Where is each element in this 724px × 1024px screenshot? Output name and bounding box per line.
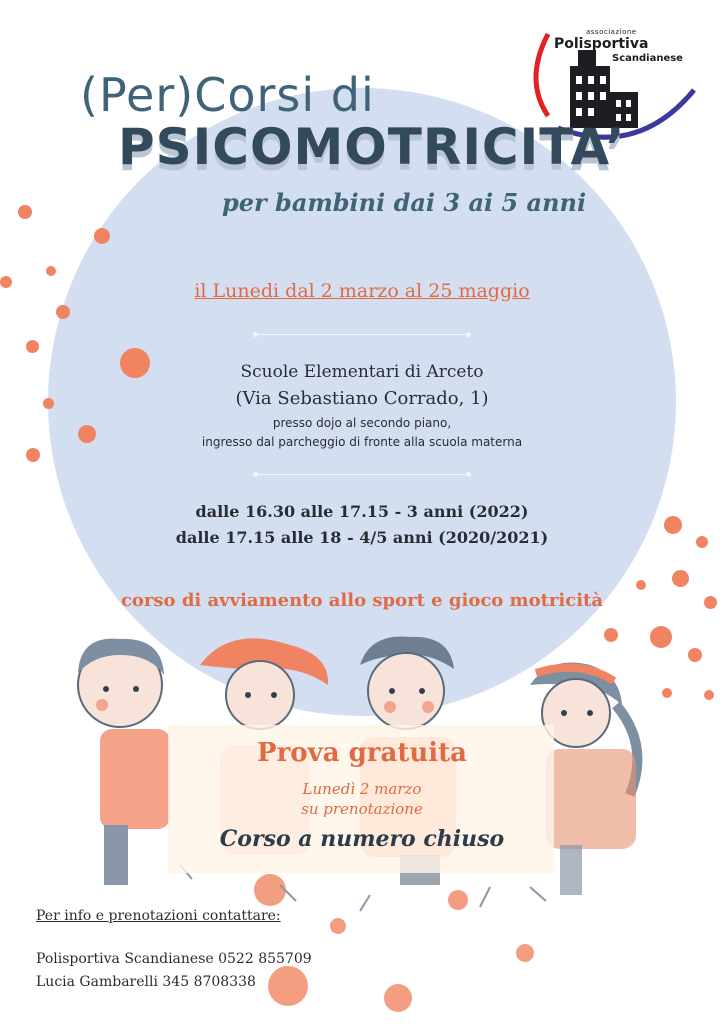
decor-dot <box>688 648 702 662</box>
location-detail-1: presso dojo al secondo piano, <box>272 416 452 430</box>
logo-name: Polisportiva <box>554 36 649 52</box>
decor-dot <box>516 944 534 962</box>
title-line-1: (Per)Corsi di <box>80 68 375 122</box>
title-line-2: PSICOMOTRICITA’ <box>118 118 626 176</box>
location-detail-2: ingresso dal parcheggio di fronte alla scuola materna <box>201 435 523 449</box>
decor-dot <box>26 448 40 462</box>
contact-polisportiva: Polisportiva Scandianese 0522 855709 <box>36 951 312 967</box>
time-slot-2: dalle 17.15 alle 18 - 4/5 anni (2020/2021) <box>175 528 549 547</box>
closed-course-note: Corso a numero chiuso <box>219 826 505 852</box>
decor-dot <box>704 690 714 700</box>
location-address: (Via Sebastiano Corrado, 1) <box>235 388 489 409</box>
time-slot-1: dalle 16.30 alle 17.15 - 3 anni (2022) <box>195 502 529 521</box>
decor-dot <box>56 305 70 319</box>
decor-dot <box>46 266 56 276</box>
decor-dot <box>94 228 110 244</box>
decor-dot <box>26 340 39 353</box>
date-range: il Lunedi dal 2 marzo al 25 maggio <box>194 280 530 302</box>
logo-small-text: associazione <box>586 28 637 36</box>
logo-subname: Scandianese <box>612 53 683 64</box>
trial-title: Prova gratuita <box>257 738 467 768</box>
course-description: corso di avviamento allo sport e gioco motricità <box>120 590 604 611</box>
trial-booking: su prenotazione <box>301 800 423 818</box>
location-name: Scuole Elementari di Arceto <box>240 362 484 382</box>
trial-date: Lunedì 2 marzo <box>302 780 422 798</box>
contact-lucia: Lucia Gambarelli 345 8708338 <box>36 974 256 990</box>
decor-dot <box>268 966 308 1006</box>
divider-1 <box>256 334 468 335</box>
subtitle: per bambini dai 3 ai 5 anni <box>222 188 587 217</box>
decor-dot <box>636 580 646 590</box>
decor-dot <box>384 984 412 1012</box>
divider-2 <box>256 474 468 475</box>
contacts-heading: Per info e prenotazioni contattare: <box>36 908 281 924</box>
decor-dot <box>18 205 32 219</box>
decor-dot <box>672 570 689 587</box>
